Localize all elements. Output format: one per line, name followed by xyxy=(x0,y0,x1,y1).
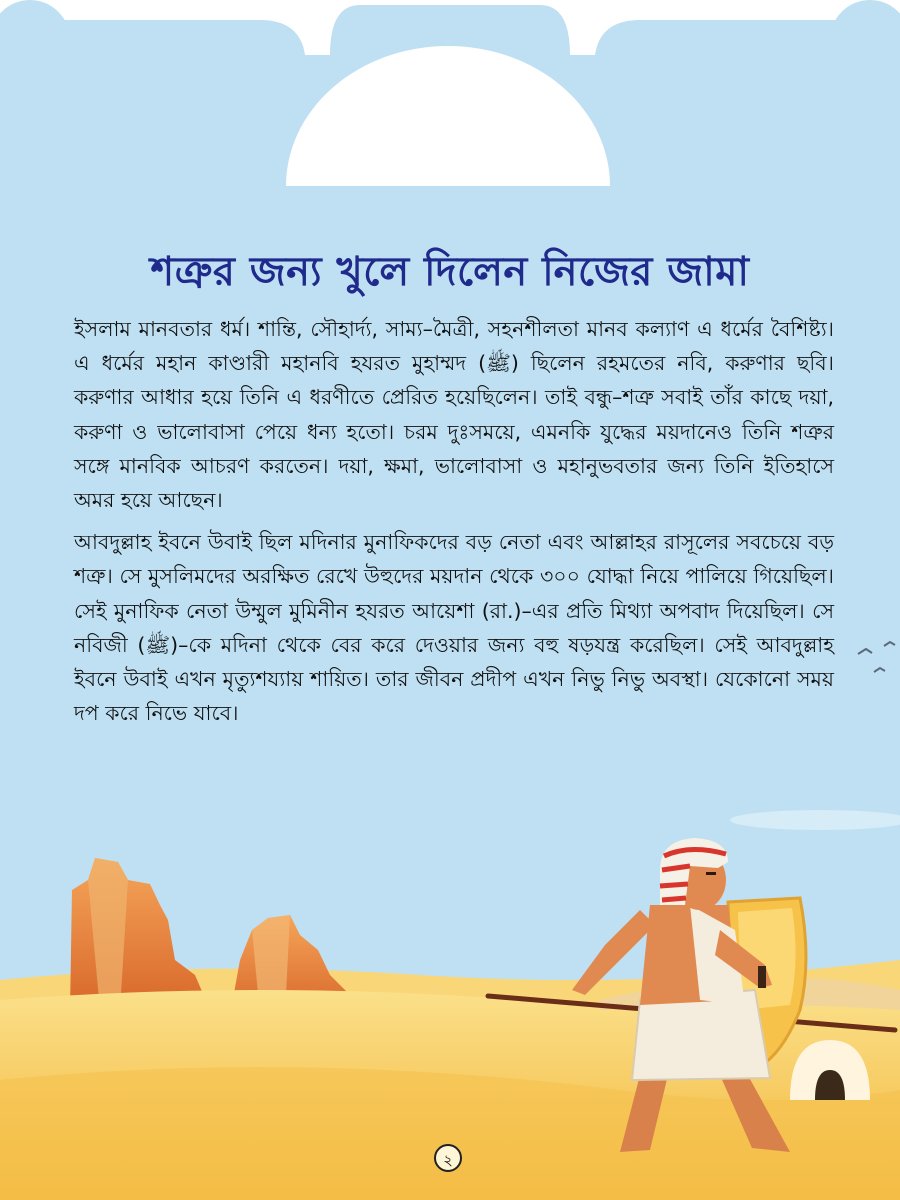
paragraph: আবদুল্লাহ ইবনে উবাই ছিল মদিনার মুনাফিকদের বড় নেতা এবং আল্লাহর রাসূলের সবচেয়ে বড় শত্রু। সে মুসলিমদের অরক্ষিত রেখে উহুদের ময়দান থেকে ৩০০ যোদ্ধা নিয়ে পালিয়ে গিয়েছিল। সেই মুনাফিক নেতা উম্মুল মুমিনীন হযরত আয়েশা (রা.)–এর প্রতি মিথ্যা অপবাদ দিয়েছিল। সে নবিজী (ﷺ)–কে মদিনা থেকে বের করে দেওয়ার জন্য বহু ষড়যন্ত্র করেছিল। সেই আবদুল্লাহ ইবনে উবাই এখন মৃত্যুশয্যায় শায়িত। তার জীবন প্রদীপ এখন নিভু নিভু অবস্থা। যেকোনো সময় দপ করে নিভে যাবে। xyxy=(74,530,834,726)
page-title: শত্রুর জন্য খুলে দিলেন নিজের জামা xyxy=(150,249,750,295)
story-text xyxy=(74,312,834,738)
page-number: ২ xyxy=(434,1144,462,1172)
paragraph: ইসলাম মানবতার ধর্ম। শান্তি, সৌহার্দ্য, সাম্য–মৈত্রী, সহনশীলতা মানব কল্যাণ এ ধর্মের বৈশিষ্ট্য। এ ধর্মের মহান কাণ্ডারী মহানবি হযরত মুহাম্মদ (ﷺ) ছিলেন রহমতের নবি, করুণার ছবি। করুণার আধার হয়ে তিনি এ ধরণীতে প্রেরিত হয়েছিলেন। তাই বন্ধু–শত্রু সবাই তাঁর কাছে দয়া, করুণা ও ভালোবাসা পেয়ে ধন্য হতো। চরম দুঃসময়ে, এমনকি যুদ্ধের ময়দানেও তিনি শত্রুর সঙ্গে মানবিক আচরণ করতেন। দয়া, ক্ষমা, ভালোবাসা ও মহানুভবতার জন্য তিনি ইতিহাসে অমর হয়ে আছেন। xyxy=(74,317,834,513)
